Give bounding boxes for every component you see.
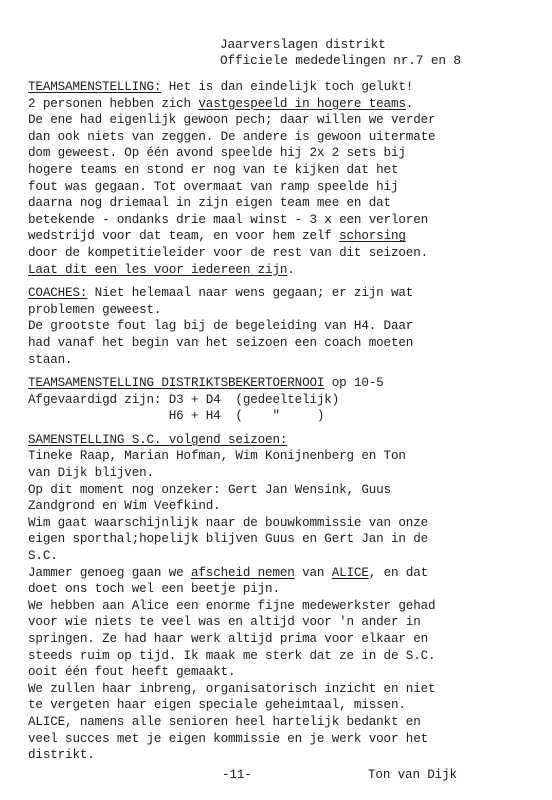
- section-samenstelling-sc: [28, 432, 538, 764]
- text-line: [28, 731, 538, 748]
- text-segment: 2 personen hebben zich: [28, 96, 199, 111]
- text-line: [28, 262, 538, 279]
- text-segment: ALICE, namens alle senioren heel hartelijk bedankt en: [28, 714, 421, 729]
- text-segment: doet ons toch wel een beetje pijn.: [28, 582, 280, 597]
- text-line: [28, 162, 538, 179]
- document-header: [220, 37, 461, 69]
- section-coaches: [28, 285, 538, 368]
- text-line: [28, 96, 538, 113]
- text-line: [28, 408, 538, 425]
- page-number: -11-: [222, 768, 252, 782]
- author-signature: Ton van Dijk: [368, 768, 457, 782]
- text-line: [28, 631, 538, 648]
- section-gap: [28, 368, 538, 375]
- section-toernooi: [28, 375, 538, 425]
- text-segment: Niet helemaal naar wens gegaan; er zijn wat: [87, 286, 414, 301]
- text-segment: op 10-5: [324, 376, 384, 391]
- header-title: Jaarverslagen distrikt: [220, 37, 386, 52]
- text-segment: Zandgrond en Wim Veefkind.: [28, 499, 221, 514]
- document-footer: [0, 768, 552, 788]
- text-line: [28, 245, 538, 262]
- text-segment: had vanaf het begin van het seizoen een coach moeten: [28, 335, 414, 350]
- text-line: [28, 179, 538, 196]
- text-segment: .: [287, 262, 295, 277]
- text-line: [28, 548, 538, 565]
- text-segment: We hebben aan Alice een enorme fijne medewerkster gehad: [28, 598, 436, 613]
- text-line: [28, 581, 538, 598]
- text-segment: Wim gaat waarschijnlijk naar de bouwkommissie van onze: [28, 515, 429, 530]
- text-line: [28, 664, 538, 681]
- underlined-text: TEAMSAMENSTELLING DISTRIKTSBEKERTOERNOOI: [28, 376, 325, 391]
- text-segment: door de kompetitieleider voor de rest van dit seizoen.: [28, 245, 429, 260]
- text-segment: van Dijk blijven.: [28, 466, 154, 481]
- text-segment: dan ook niets van zeggen. De andere is gewoon uitermate: [28, 129, 436, 144]
- text-line: [28, 285, 538, 302]
- text-segment: S.C.: [28, 549, 58, 564]
- underlined-text: vastgespeeld in hogere teams: [198, 96, 406, 111]
- text-segment: betekende - ondanks drie maal winst - 3 x een verloren: [28, 212, 429, 227]
- text-segment: springen. Ze had haar werk altijd prima voor elkaar en: [28, 632, 429, 646]
- text-line: [28, 112, 538, 129]
- text-segment: veel succes met je eigen kommissie en je werk voor het: [28, 731, 429, 746]
- underlined-text: afscheid nemen: [190, 565, 295, 580]
- text-line: [28, 565, 538, 582]
- text-segment: staan.: [28, 352, 73, 367]
- text-segment: Tineke Raap, Marian Hofman, Wim Konijnenberg en Ton: [28, 449, 406, 464]
- underlined-text: ALICE: [331, 565, 369, 580]
- text-segment: De ene had eigenlijk gewoon pech; daar willen we verder: [28, 113, 436, 128]
- text-line: [28, 448, 538, 465]
- text-segment: distrikt.: [28, 748, 95, 763]
- text-line: [28, 432, 538, 449]
- underlined-text: TEAMSAMENSTELLING:: [28, 80, 162, 94]
- text-segment: te vergeten haar eigen speciale geheimtaal, missen.: [28, 698, 406, 713]
- text-segment: H6 + H4 ( " ): [28, 409, 325, 424]
- text-line: [28, 531, 538, 548]
- text-line: [28, 648, 538, 665]
- text-segment: wedstrijd voor dat team, en voor hem zelf: [28, 229, 340, 244]
- text-line: [28, 375, 538, 392]
- text-line: [28, 681, 538, 698]
- header-subtitle: Officiele mededelingen nr.7 en 8: [220, 53, 461, 68]
- text-line: [28, 228, 538, 245]
- text-segment: problemen geweest.: [28, 302, 162, 317]
- text-line: [28, 129, 538, 146]
- text-segment: eigen sporthal;hopelijk blijven Guus en Gert Jan in de: [28, 532, 429, 547]
- text-segment: steeds ruim op tijd. Ik maak me sterk dat ze in de S.C.: [28, 648, 436, 663]
- text-segment: voor wie niets te veel was en altijd voor 'n ander in: [28, 615, 421, 630]
- text-line: [28, 598, 538, 615]
- text-line: [28, 145, 538, 162]
- underlined-text: Laat dit een les voor iedereen zijn: [28, 262, 288, 277]
- text-segment: van: [294, 565, 332, 580]
- text-line: [28, 335, 538, 352]
- text-line: [28, 515, 538, 532]
- text-segment: Afgevaardigd zijn: D3 + D4 (gedeeltelijk): [28, 392, 340, 407]
- section-teamsamenstelling: [28, 79, 538, 278]
- text-segment: , en dat: [368, 565, 429, 580]
- text-line: [28, 318, 538, 335]
- text-segment: .: [405, 96, 414, 111]
- text-line: [28, 302, 538, 319]
- text-segment: Het is dan eindelijk toch gelukt!: [161, 80, 414, 94]
- text-segment: hogere teams en stond er nog van te kijken dat het: [28, 162, 399, 177]
- text-segment: Jammer genoeg gaan we: [28, 565, 191, 580]
- text-line: [28, 392, 538, 409]
- text-line: [28, 714, 538, 731]
- document-body: [28, 79, 538, 764]
- section-gap: [28, 425, 538, 432]
- text-line: [28, 498, 538, 515]
- text-segment: fout was gegaan. Tot overmaat van ramp speelde hij: [28, 179, 399, 194]
- text-segment: daarna nog driemaal in zijn eigen team mee en dat: [28, 196, 391, 211]
- underlined-text: schorsing: [339, 229, 406, 244]
- text-line: [28, 697, 538, 714]
- text-segment: We zullen haar inbreng, organisatorisch inzicht en niet: [28, 681, 436, 696]
- underlined-text: SAMENSTELLING S.C. volgend seizoen:: [28, 432, 288, 447]
- text-segment: De grootste fout lag bij de begeleiding van H4. Daar: [28, 319, 414, 334]
- text-line: [28, 212, 538, 229]
- text-line: [28, 482, 538, 499]
- text-line: [28, 195, 538, 212]
- text-segment: dom geweest. Op één avond speelde hij 2x 2 sets bij: [28, 146, 406, 161]
- section-gap: [28, 278, 538, 285]
- text-line: [28, 614, 538, 631]
- text-line: [28, 352, 538, 369]
- underlined-text: COACHES:: [28, 286, 88, 301]
- text-segment: ooit één fout heeft gemaakt.: [28, 665, 236, 680]
- text-line: [28, 747, 538, 764]
- text-line: [28, 465, 538, 482]
- text-line: [28, 79, 538, 96]
- text-segment: Op dit moment nog onzeker: Gert Jan Wensink, Guus: [28, 482, 391, 497]
